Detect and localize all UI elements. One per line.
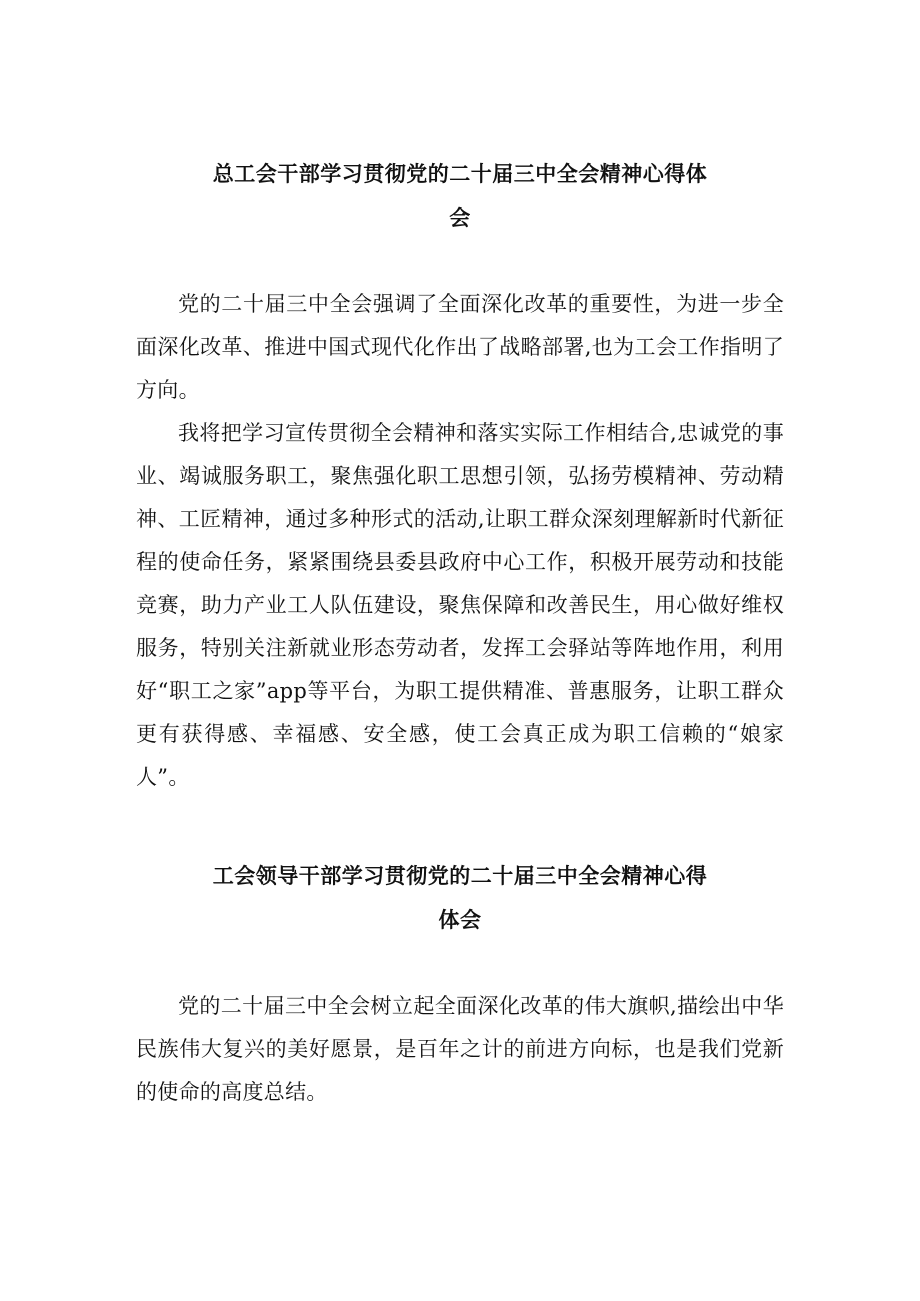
article-1-paragraph-1: 党的二十届三中全会强调了全面深化改革的重要性，为进一步全面深化改革、推进中国式现代化作出了战略部署,也为工会工作指明了方向。 bbox=[136, 292, 784, 402]
article-2-paragraph-1: 党的二十届三中全会树立起全面深化改革的伟大旗帜,描绘出中华民族伟大复兴的美好愿景，是百年之计的前进方向标，也是我们党新的使命的高度总结。 bbox=[136, 994, 784, 1104]
article-1-body bbox=[136, 283, 784, 799]
article-1-title-line-2: 会 bbox=[449, 206, 471, 230]
article-1-title bbox=[150, 152, 770, 240]
article-1-paragraph-2: 我将把学习宣传贯彻全会精神和落实实际工作相结合,忠诚党的事业、竭诚服务职工，聚焦强化职工思想引领，弘扬劳模精神、劳动精神、工匠精神，通过多种形式的活动,让职工群众深刻理解新时代新征程的使命任务，紧紧围绕县委县政府中心工作，积极开展劳动和技能竞赛，助力产业工人队伍建设，聚焦保障和改善民生，用心做好维权服务，特别关注新就业形态劳动者，发挥工会驿站等阵地作用，利用好“职工之家”app等平台，为职工提供精准、普惠服务，让职工群众更有获得感、幸福感、安全感，使工会真正成为职工信赖的“娘家人”。 bbox=[136, 421, 784, 789]
article-2-body bbox=[136, 985, 784, 1114]
article-1-title-line-1: 总工会干部学习贯彻党的二十届三中全会精神心得体 bbox=[212, 162, 708, 186]
article-2-title bbox=[150, 854, 770, 942]
article-2-title-line-1: 工会领导干部学习贯彻党的二十届三中全会精神心得 bbox=[212, 864, 708, 888]
article-2-title-line-2: 体会 bbox=[438, 908, 482, 932]
